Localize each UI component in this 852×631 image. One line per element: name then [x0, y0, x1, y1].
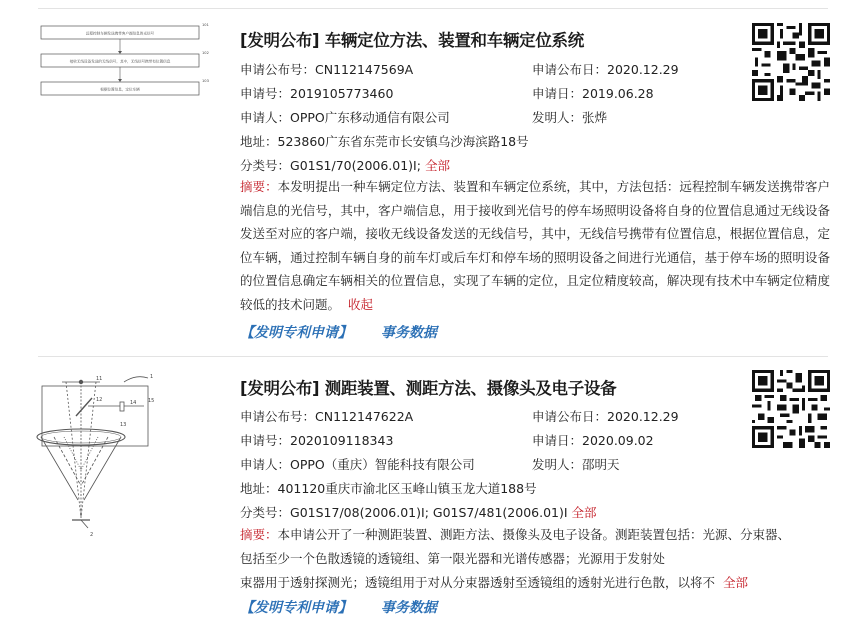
- patent-figure-thumbnail[interactable]: [36, 368, 206, 540]
- record-links: [240, 322, 437, 342]
- applicant-field: [240, 108, 450, 126]
- inventor-field: [532, 108, 607, 126]
- address-value: 523860广东省东莞市长安镇乌沙海滨路18号: [277, 134, 529, 149]
- app-date-value: 2019.06.28: [582, 86, 654, 101]
- flow-step-text: 接收无线设备发送的无线信号，其中，无线信号携带有位置信息: [69, 59, 171, 64]
- applicant-field: [240, 455, 475, 473]
- applicant-value: OPPO广东移动通信有限公司: [290, 110, 450, 125]
- applicant-value: OPPO（重庆）智能科技有限公司: [290, 457, 475, 472]
- divider-top: [38, 8, 828, 9]
- patent-figure-thumbnail[interactable]: [36, 20, 209, 108]
- invention-application-link[interactable]: 【发明专利申请】: [240, 325, 352, 341]
- affairs-data-link[interactable]: 事务数据: [380, 325, 437, 341]
- address-field: [240, 132, 529, 150]
- diagram-label: 12: [96, 397, 103, 403]
- app-no-field: [240, 431, 393, 449]
- pub-date-label: 申请公布日：: [532, 409, 608, 424]
- inventor-value: 邵明天: [582, 457, 620, 472]
- show-all-link[interactable]: 全部: [722, 575, 748, 590]
- app-no-field: [240, 84, 393, 102]
- pub-date-label: 申请公布日：: [532, 62, 608, 77]
- pub-date-value: 2020.12.29: [607, 409, 679, 424]
- inventor-label: 发明人：: [532, 110, 583, 125]
- class-label: 分类号：: [240, 158, 291, 173]
- applicant-label: 申请人：: [240, 110, 291, 125]
- pub-date-field: [532, 407, 679, 425]
- inventor-label: 发明人：: [532, 457, 583, 472]
- pub-date-value: 2020.12.29: [607, 62, 679, 77]
- qr-code-icon: [752, 23, 830, 101]
- abstract-line: [240, 525, 790, 543]
- pub-no-value: CN112147622A: [315, 409, 414, 424]
- flow-step-text: 远程控制车辆发送携带客户端信息的光信号: [85, 31, 155, 36]
- patent-title[interactable]: [发明公布] 测距装置、测距方法、摄像头及电子设备: [240, 379, 617, 398]
- pub-no-field: [240, 60, 413, 78]
- qr-code-icon: [752, 370, 830, 448]
- flow-step-number: 101: [202, 23, 209, 27]
- abstract-line: [240, 573, 748, 591]
- record-links: [240, 597, 437, 617]
- collapse-link[interactable]: 收起: [347, 296, 373, 312]
- flow-step-number: 103: [202, 79, 209, 83]
- optical-diagram-figure: [36, 368, 206, 540]
- inventor-value: 张烨: [582, 110, 608, 125]
- abstract-text: 本发明提出一种车辆定位方法、装置和车辆定位系统，其中，方法包括：远程控制车辆发送携带客户端信息的光信号，其中，客户端信息，用于接收到光信号的停车场照明设备将自身的位置信息通过无线设备发送至对应的客户端，接收无线设备发送的无线信号，其中，无线信号携带有位置信息，根据位置信息，定位车辆，通过控制车辆自身的前车灯或后车灯和停车场的照明设备之间进行光通信，基于停车场的照明设备的位置信息确定车辆相关的位置信息，实现了车辆的定位，且定位精度较高，解决现有技术中车辆定位精度较低的技术问题。: [240, 179, 830, 312]
- class-field: [240, 156, 450, 174]
- app-no-value: 2020109118343: [290, 433, 394, 448]
- app-date-field: [532, 431, 654, 449]
- diagram-label: 14: [130, 400, 137, 406]
- abstract-line: [240, 549, 665, 567]
- diagram-label: 11: [96, 376, 103, 382]
- pub-no-label: 申请公布号：: [240, 62, 316, 77]
- patent-title[interactable]: [发明公布] 车辆定位方法、装置和车辆定位系统: [240, 31, 584, 50]
- diagram-label: 13: [120, 422, 127, 428]
- abstract-text: 束器用于透射探测光；透镜组用于对从分束器透射至透镜组的透射光进行色散，以将不: [240, 575, 716, 590]
- flow-step-text: 根据位置信息，定位车辆: [100, 87, 140, 92]
- divider-middle: [38, 356, 828, 357]
- class-label: 分类号：: [240, 505, 291, 520]
- affairs-data-link[interactable]: 事务数据: [380, 600, 437, 616]
- flowchart-figure: [36, 20, 209, 108]
- pub-date-field: [532, 60, 679, 78]
- app-no-label: 申请号：: [240, 86, 291, 101]
- class-value: G01S17/08(2006.01)I; G01S7/481(2006.01)I: [290, 505, 568, 520]
- abstract-block: [240, 175, 830, 316]
- abstract-text: 本申请公开了一种测距装置、测距方法、摄像头及电子设备。测距装置包括：光源、分束器、: [277, 527, 791, 542]
- app-date-field: [532, 84, 654, 102]
- address-label: 地址：: [240, 481, 278, 496]
- app-date-label: 申请日：: [532, 86, 583, 101]
- pub-no-label: 申请公布号：: [240, 409, 316, 424]
- abstract-text: 包括至少一个色散透镜的透镜组、第一限光器和光谱传感器；光源用于发射处: [240, 551, 666, 566]
- diagram-label: 1: [150, 374, 154, 380]
- class-all-link[interactable]: 全部: [424, 158, 450, 173]
- address-label: 地址：: [240, 134, 278, 149]
- abstract-label: 摘要：: [240, 179, 278, 194]
- diagram-label: 2: [90, 532, 94, 538]
- class-value: G01S1/70(2006.01)I;: [290, 158, 421, 173]
- app-date-label: 申请日：: [532, 433, 583, 448]
- address-field: [240, 479, 537, 497]
- app-date-value: 2020.09.02: [582, 433, 654, 448]
- abstract-label: 摘要：: [240, 527, 278, 542]
- address-value: 401120重庆市渝北区玉峰山镇玉龙大道188号: [277, 481, 537, 496]
- invention-application-link[interactable]: 【发明专利申请】: [240, 600, 352, 616]
- pub-no-value: CN112147569A: [315, 62, 414, 77]
- app-no-value: 2019105773460: [290, 86, 394, 101]
- pub-no-field: [240, 407, 413, 425]
- app-no-label: 申请号：: [240, 433, 291, 448]
- inventor-field: [532, 455, 620, 473]
- diagram-label: 15: [148, 398, 155, 404]
- flow-step-number: 102: [202, 51, 209, 55]
- class-all-link[interactable]: 全部: [571, 505, 597, 520]
- applicant-label: 申请人：: [240, 457, 291, 472]
- class-field: [240, 503, 597, 521]
